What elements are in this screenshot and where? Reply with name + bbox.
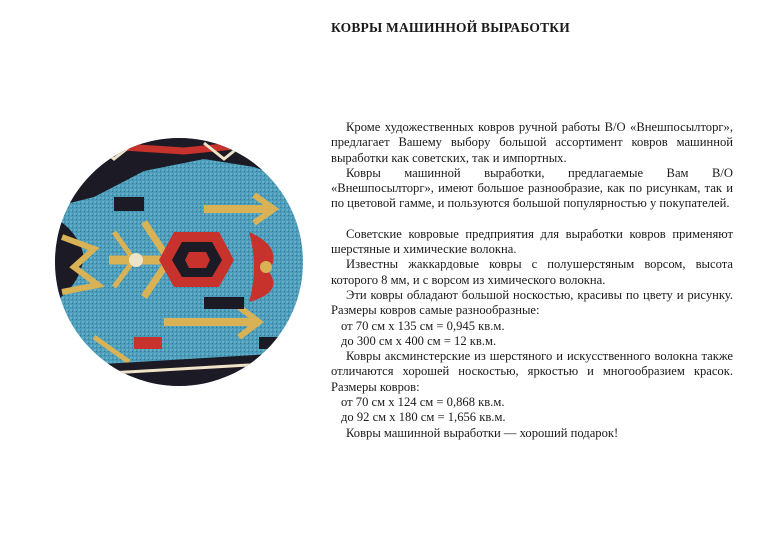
body-text (331, 120, 733, 441)
paragraph: Эти ковры обладают большой носкостью, красивы по цвету и рисунку. Размеры ковров самые разнообразные: (331, 287, 733, 318)
size-line: от 70 см х 135 см = 0,945 кв.м. (341, 318, 505, 333)
page-title: КОВРЫ МАШИННОЙ ВЫРАБОТКИ (331, 20, 570, 35)
size-line: до 92 см х 180 см = 1,656 кв.м. (341, 410, 506, 425)
closing-line: Ковры машинной выработки — хороший подарок! (346, 425, 619, 440)
paragraph: Известны жаккардовые ковры с полушерстяным ворсом, высота которого 8 мм, и с ворсом из химического волокна. (331, 257, 733, 287)
paragraph: Ковры аксминстерские из шерстяного и искусственного волокна также отличаются хорошей носкостью, яркостью и многообразием красок. Размеры ковров: (331, 349, 733, 394)
size-line: до 300 см х 400 см = 12 кв.м. (341, 333, 497, 348)
size-line: от 70 см х 124 см = 0,868 кв.м. (341, 395, 505, 410)
paragraph: Ковры машинной выработки, предлагаемые Вам В/О «Внешпосылторг», имеют большое разнообразие, как по рисункам, так и по цветовой гамме, и пользуются большой популярностью у покупателей. (331, 165, 733, 211)
paragraph: Советские ковровые предприятия для выработки ковров применяют шерстяные и химические волокна. (331, 226, 733, 257)
carpet-photo (54, 137, 304, 387)
paragraph: Кроме художественных ковров ручной работы В/О «Внешпосылторг», предлагает Вашему выбору большой ассортимент ковров машинной выработки как советских, так и импортных. (331, 120, 733, 165)
